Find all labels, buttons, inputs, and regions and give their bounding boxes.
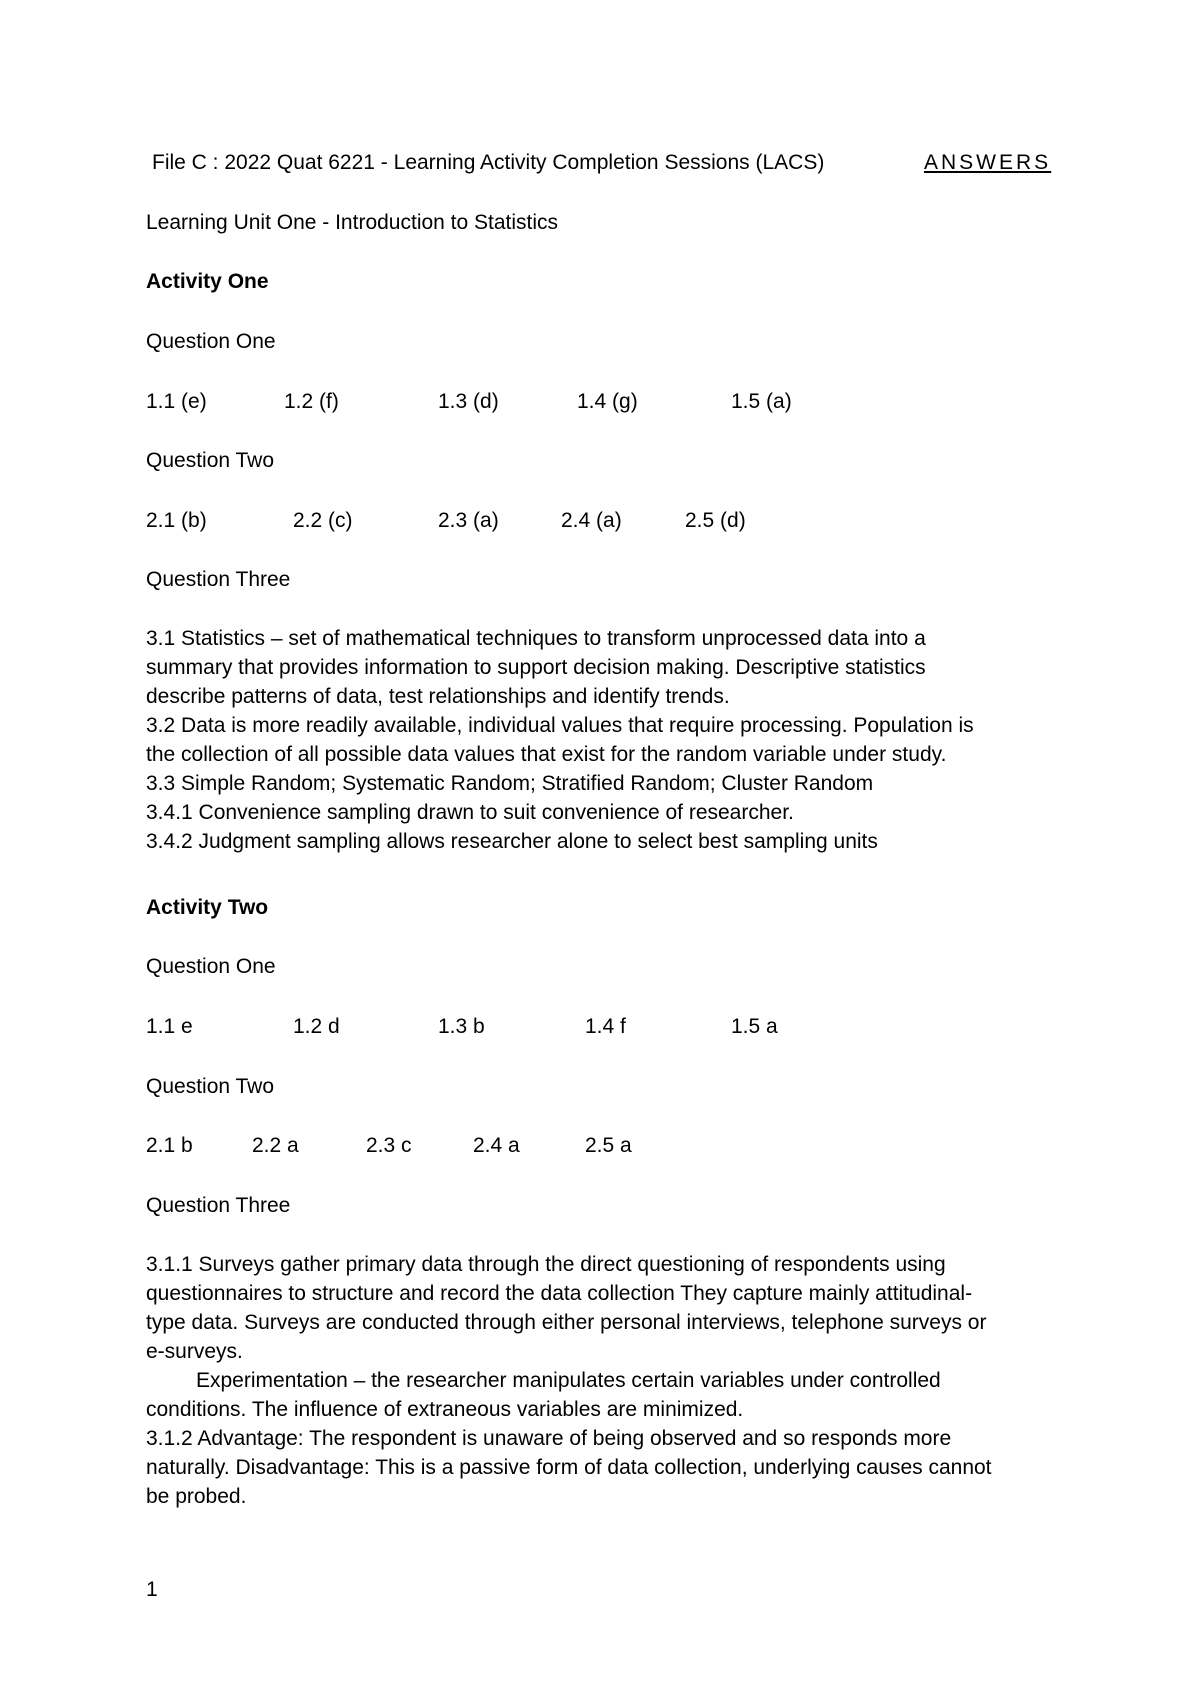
a1-q3-line: 3.2 Data is more readily available, individual values that require processing. Population is (146, 714, 974, 737)
a1-question-one-heading: Question One (146, 330, 276, 353)
a1-q3-line: describe patterns of data, test relationships and identify trends. (146, 685, 730, 708)
a1-q3-line: summary that provides information to support decision making. Descriptive statistics (146, 656, 926, 679)
a1-q1-answers-row (146, 387, 1046, 416)
unit-title: Learning Unit One - Introduction to Statistics (146, 211, 559, 234)
a2-q2-answer: 2.4 a (473, 1134, 520, 1157)
a1-question-three-heading: Question Three (146, 568, 291, 591)
a2-question-two-heading: Question Two (146, 1075, 275, 1098)
a1-q3-line: 3.3 Simple Random; Systematic Random; Stratified Random; Cluster Random (146, 772, 874, 795)
a1-q2-answer: 2.3 (a) (438, 509, 499, 532)
a1-q2-answer: 2.4 (a) (561, 509, 622, 532)
a2-q3-line: be probed. (146, 1485, 247, 1508)
a1-q1-answer: 1.3 (d) (438, 390, 499, 413)
document-title: File C : 2022 Quat 6221 - Learning Activity Completion Sessions (LACS) (152, 151, 825, 174)
a2-question-three-heading: Question Three (146, 1194, 291, 1217)
a2-q1-answer: 1.1 e (146, 1015, 193, 1038)
a1-q2-answers-row (146, 506, 1046, 535)
a2-q3-line: 3.1.2 Advantage: The respondent is unaware of being observed and so responds more (146, 1427, 952, 1450)
activity-two-heading: Activity Two (146, 896, 269, 919)
a2-q3-line: Experimentation – the researcher manipulates certain variables under controlled (196, 1369, 941, 1392)
answers-tag: ANSWERS (924, 151, 1052, 174)
a2-q1-answer: 1.2 d (293, 1015, 340, 1038)
a1-q3-line: 3.4.2 Judgment sampling allows researcher alone to select best sampling units (146, 830, 878, 853)
a1-q1-answer: 1.4 (g) (577, 390, 638, 413)
a1-q1-answer: 1.2 (f) (284, 390, 339, 413)
a1-question-two-heading: Question Two (146, 449, 275, 472)
a2-q3-line: e-surveys. (146, 1340, 243, 1363)
a1-q3-answer-block (146, 624, 1066, 856)
a2-q2-answer: 2.3 c (366, 1134, 412, 1157)
a1-q1-answer: 1.1 (e) (146, 390, 207, 413)
a2-q3-line: questionnaires to structure and record the data collection They capture mainly attitudinal- (146, 1282, 973, 1305)
a1-q1-answer: 1.5 (a) (731, 390, 792, 413)
a2-q1-answer: 1.3 b (438, 1015, 485, 1038)
a2-q3-answer-block (146, 1250, 1066, 1511)
a1-q3-line: 3.1 Statistics – set of mathematical techniques to transform unprocessed data into a (146, 627, 926, 650)
a2-q3-line: conditions. The influence of extraneous variables are minimized. (146, 1398, 744, 1421)
activity-one-heading: Activity One (146, 270, 269, 293)
a2-q3-line: type data. Surveys are conducted through either personal interviews, telephone surveys or (146, 1311, 987, 1334)
a1-q2-answer: 2.2 (c) (293, 509, 353, 532)
a2-q3-line: naturally. Disadvantage: This is a passive form of data collection, underlying causes cannot (146, 1456, 992, 1479)
a2-q3-line: 3.1.1 Surveys gather primary data through the direct questioning of respondents using (146, 1253, 946, 1276)
page-number: 1 (146, 1578, 158, 1601)
a2-q1-answers-row (146, 1012, 1046, 1041)
a1-q3-line: 3.4.1 Convenience sampling drawn to suit convenience of researcher. (146, 801, 794, 824)
a2-q2-answer: 2.1 b (146, 1134, 193, 1157)
a2-q2-answers-row (146, 1131, 1046, 1160)
a2-q2-answer: 2.2 a (252, 1134, 299, 1157)
a1-q2-answer: 2.1 (b) (146, 509, 207, 532)
a1-q3-line: the collection of all possible data values that exist for the random variable under study. (146, 743, 947, 766)
a2-q1-answer: 1.4 f (585, 1015, 626, 1038)
a2-q2-answer: 2.5 a (585, 1134, 632, 1157)
a1-q2-answer: 2.5 (d) (685, 509, 746, 532)
a2-q1-answer: 1.5 a (731, 1015, 778, 1038)
a2-question-one-heading: Question One (146, 955, 276, 978)
